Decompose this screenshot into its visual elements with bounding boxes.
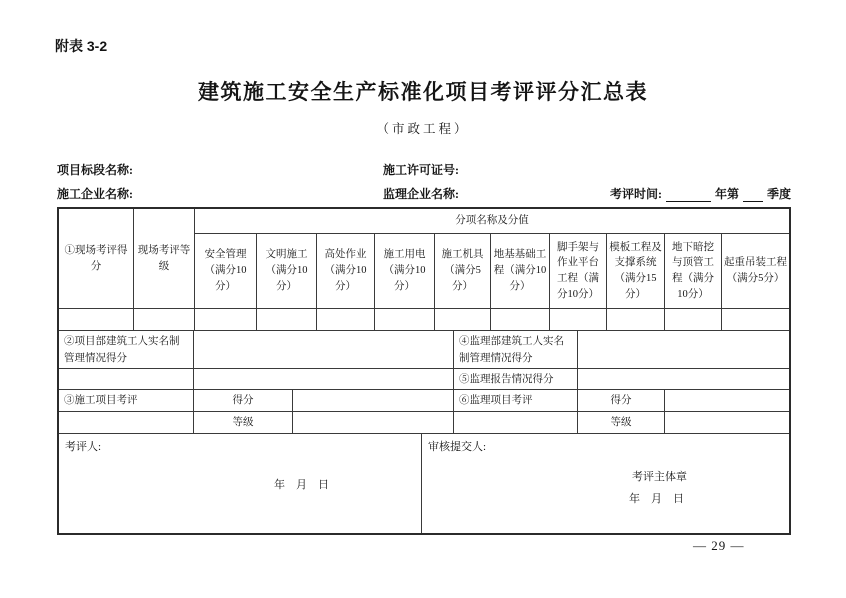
supervision-company-label: 监理企业名称: bbox=[383, 187, 459, 201]
project-eval-grade-row bbox=[59, 412, 789, 434]
contractor-grade-label: 等级 bbox=[194, 412, 293, 434]
contractor-realname-label: ②项目部建筑工人实名制管理情况得分 bbox=[59, 331, 194, 369]
subitem-header-height: 高处作业（满分10分） bbox=[317, 234, 375, 309]
supervisor-grade-cell bbox=[665, 412, 789, 434]
contractor-score-cell bbox=[293, 390, 454, 412]
onsite-grade-header: 现场考评等级 bbox=[134, 209, 195, 309]
subitem-score-cell bbox=[665, 309, 722, 331]
subitem-score-cell bbox=[257, 309, 317, 331]
supervisor-realname-score-cell bbox=[578, 331, 789, 369]
page-title: 建筑施工安全生产标准化项目考评评分汇总表 bbox=[198, 81, 648, 104]
empty-label-cell bbox=[454, 412, 578, 434]
subitem-header-safety: 安全管理（满分10分） bbox=[195, 234, 257, 309]
subitem-score-cell bbox=[317, 309, 375, 331]
evaluator-date-line: 年 月 日 bbox=[274, 479, 329, 491]
evaluator-label: 考评人: bbox=[65, 441, 102, 453]
onsite-grade-cell bbox=[134, 309, 195, 331]
page-number: — 29 — bbox=[693, 538, 745, 553]
reviewer-label: 审核提交人: bbox=[428, 441, 487, 453]
signature-row bbox=[59, 434, 789, 533]
reviewer-date-line: 年 月 日 bbox=[629, 493, 684, 505]
supervisor-score-cell bbox=[665, 390, 789, 412]
project-section-label: 项目标段名称: bbox=[57, 163, 133, 177]
empty-label-cell bbox=[59, 369, 194, 390]
evaluation-time-label: 考评时间: bbox=[609, 187, 662, 201]
supervision-report-row bbox=[59, 369, 789, 390]
project-eval-score-row bbox=[59, 390, 789, 412]
construction-permit-label: 施工许可证号: bbox=[383, 163, 459, 177]
subitem-header-foundation: 地基基础工程（满分10分） bbox=[491, 234, 550, 309]
annex-label: 附表 3-2 bbox=[55, 38, 108, 54]
supervision-report-score-cell bbox=[578, 369, 789, 390]
subitem-header-electricity: 施工用电（满分10分） bbox=[375, 234, 435, 309]
contractor-eval-label: ③施工项目考评 bbox=[59, 390, 194, 412]
seal-label: 考评主体章 bbox=[632, 471, 687, 483]
onsite-score-cell bbox=[59, 309, 134, 331]
realname-score-row bbox=[59, 331, 789, 369]
score-entry-row bbox=[59, 309, 789, 331]
onsite-score-header: ①现场考评得分 bbox=[59, 209, 134, 309]
subitem-score-cell bbox=[375, 309, 435, 331]
subitem-score-cell bbox=[550, 309, 607, 331]
subitem-score-cell bbox=[435, 309, 491, 331]
subitem-header-tunnel: 地下暗挖与顶管工程（满分10分） bbox=[665, 234, 722, 309]
score-summary-table bbox=[57, 207, 791, 535]
supervision-report-label: ⑤监理报告情况得分 bbox=[454, 369, 578, 390]
subitem-score-cell bbox=[491, 309, 550, 331]
evaluation-quarter-suffix: 季度 bbox=[766, 187, 791, 201]
supervisor-eval-label: ⑥监理项目考评 bbox=[454, 390, 578, 412]
evaluation-quarter-blank bbox=[743, 189, 763, 202]
reviewer-cell bbox=[422, 434, 789, 533]
empty-score-cell bbox=[194, 369, 454, 390]
contractor-realname-score-cell bbox=[194, 331, 454, 369]
page-subtitle: （市政工程） bbox=[376, 122, 470, 136]
subitem-header-civilized: 文明施工（满分10分） bbox=[257, 234, 317, 309]
subitem-header-hoisting: 起重吊装工程（满分5分） bbox=[722, 234, 789, 309]
subitems-title: 分项名称及分值 bbox=[195, 209, 789, 234]
empty-label-cell bbox=[59, 412, 194, 434]
subitem-header-machinery: 施工机具（满分5分） bbox=[435, 234, 491, 309]
subitem-header-scaffold: 脚手架与作业平台工程（满分10分） bbox=[550, 234, 607, 309]
subitem-score-cell bbox=[722, 309, 789, 331]
contractor-score-label: 得分 bbox=[194, 390, 293, 412]
evaluator-cell bbox=[59, 434, 422, 533]
contractor-grade-cell bbox=[293, 412, 454, 434]
supervisor-realname-label: ④监理部建筑工人实名制管理情况得分 bbox=[454, 331, 578, 369]
construction-company-label: 施工企业名称: bbox=[57, 187, 133, 201]
subitem-header-formwork: 模板工程及支撑系统（满分15分） bbox=[607, 234, 665, 309]
table-header bbox=[59, 209, 789, 309]
supervisor-grade-label: 等级 bbox=[578, 412, 665, 434]
evaluation-year-suffix: 年第 bbox=[714, 187, 739, 201]
evaluation-year-blank bbox=[666, 189, 711, 202]
subitem-score-cell bbox=[195, 309, 257, 331]
subitem-score-cell bbox=[607, 309, 665, 331]
supervisor-score-label: 得分 bbox=[578, 390, 665, 412]
evaluation-time-line bbox=[610, 185, 791, 202]
